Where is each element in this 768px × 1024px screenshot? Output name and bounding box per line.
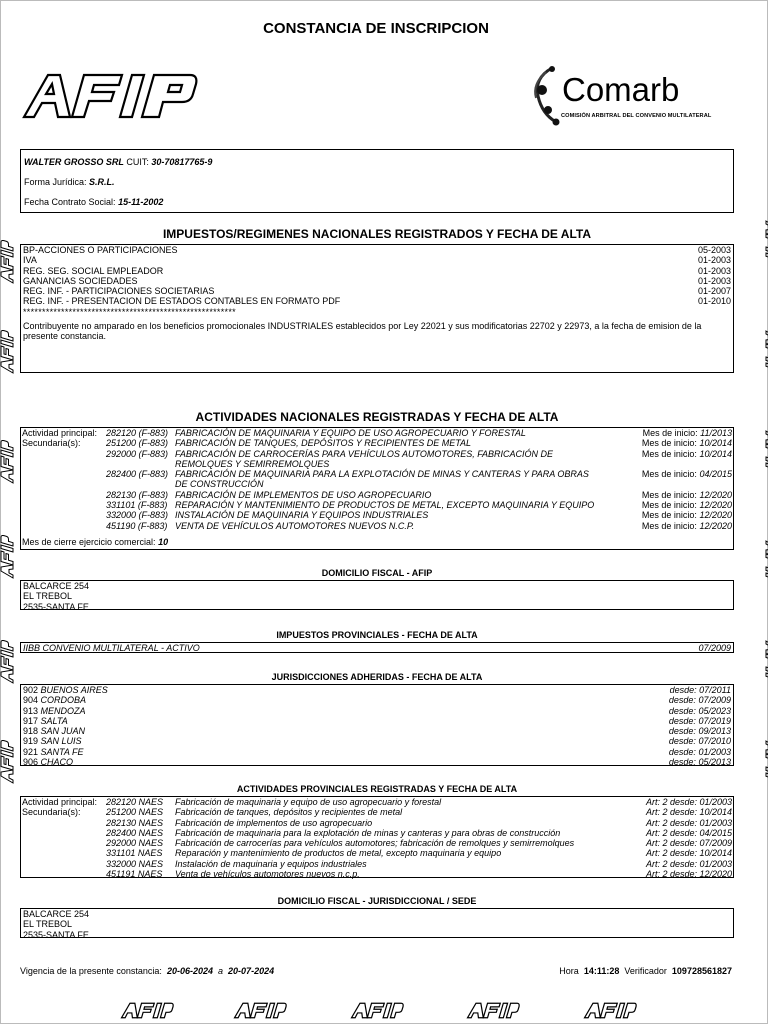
actividad-provincial-desc (106, 859, 646, 869)
jurisdiccion-date: 07/2011 (699, 685, 731, 695)
jurisdicciones-box (20, 684, 734, 766)
actividad-row (22, 490, 732, 500)
actividad-provincial-desc (106, 869, 646, 879)
vigencia-a: a (218, 966, 224, 976)
actividad-text: REPARACIÓN Y MANTENIMIENTO DE PRODUCTOS DE METAL, EXCEPTO MAQUINARIA Y EQUIPO (175, 500, 595, 511)
impuesto-name: REG. INF. - PRESENTACION DE ESTADOS CONTABLES EN FORMATO PDF (23, 296, 341, 307)
actividad-provincial-code: 251200 NAES (106, 807, 164, 818)
actividad-desc (106, 469, 642, 490)
desde-label: desde: (668, 705, 696, 716)
impuesto-name: BP-ACCIONES O PARTICIPACIONES (23, 245, 178, 255)
actividad-provincial-desc (106, 848, 646, 858)
actividad-provincial-art: Art: 2 desde: 07/2009 (645, 838, 732, 849)
forma-juridica-value: S.R.L. (89, 177, 115, 187)
mes-inicio-value: 10/2014 (699, 438, 732, 449)
impuesto-date: 01-2007 (697, 286, 731, 297)
actividad-provincial-desc (106, 807, 646, 817)
domicilio-sede-title: DOMICILIO FISCAL - JURISDICCIONAL / SEDE (277, 896, 477, 906)
comarb-subtitle: COMISIÓN ARBITRAL DEL CONVENIO MULTILATERAL (561, 113, 712, 119)
mes-inicio-label: Mes de inicio: (641, 500, 697, 511)
actividad-desc (106, 438, 642, 448)
actividad-row (22, 469, 732, 490)
forma-juridica-row (24, 177, 730, 197)
actividad-provincial-label (22, 838, 106, 848)
impuesto-row (23, 296, 731, 306)
separator-stars: ******************************************************** (23, 306, 236, 317)
afip-watermark-icon (763, 540, 768, 584)
footer (20, 966, 734, 978)
hora-value: 14:11:28 (583, 966, 620, 976)
jurisdiccion-name: SANTA FE (40, 746, 84, 757)
afip-watermark-icon (0, 240, 16, 284)
actividad-label: Secundaria(s): (22, 438, 81, 449)
impuesto-provincial-date: 07/2009 (698, 643, 731, 653)
actividad-provincial-label (22, 869, 106, 879)
mes-inicio-label: Mes de inicio: (641, 489, 697, 500)
razon-social: WALTER GROSSO SRL (24, 157, 124, 167)
actividad-provincial-art: Art: 2 desde: 01/2003 (645, 858, 732, 869)
actividad-desc (106, 449, 642, 470)
fecha-contrato-row (24, 197, 730, 217)
impuestos-nacionales-title: IMPUESTOS/REGIMENES NACIONALES REGISTRADOS Y FECHA DE ALTA (162, 227, 592, 241)
jurisdiccion-code: 904 (23, 695, 39, 706)
afip-watermark-icon (0, 535, 16, 579)
sede-line: EL TREBOL (23, 919, 73, 930)
jurisdiccion-code: 918 (23, 726, 39, 737)
actividad-provincial-art: Art: 2 desde: 10/2014 (645, 848, 732, 859)
vigencia-hasta: 20-07-2024 (228, 966, 275, 976)
actividad-provincial-text: Fabricación de maquinaria y equipo de uso agropecuario y forestal (175, 797, 442, 807)
actividad-label (22, 449, 106, 470)
afip-watermark-icon (0, 740, 16, 784)
mes-inicio-label: Mes de inicio: (641, 438, 697, 449)
actividad-provincial-code: 282120 NAES (106, 797, 164, 807)
actividad-code: 251200 (F-883) (106, 438, 169, 449)
mes-inicio-value: 04/2015 (699, 469, 732, 480)
actividad-provincial-row (22, 797, 732, 807)
actividades-provinciales-box (20, 796, 734, 878)
actividad-provincial-text: Venta de vehículos automotores nuevos n.c.p. (175, 869, 360, 880)
jurisdiccion-name: BUENOS AIRES (40, 685, 108, 695)
actividad-provincial-text: Reparación y mantenimiento de productos de metal, excepto maquinaria y equipo (175, 848, 502, 859)
actividad-date (642, 490, 732, 500)
jurisdiccion-name: SAN LUIS (40, 736, 82, 747)
hora-label: Hora (559, 966, 579, 976)
jurisdiccion-date-wrap (669, 736, 731, 746)
actividad-date (642, 521, 732, 531)
verificador-value: 109728561827 (671, 966, 732, 976)
actividad-date (642, 438, 732, 448)
impuesto-date: 01-2003 (697, 275, 731, 286)
actividad-text-cont: DE CONSTRUCCIÓN (175, 479, 264, 490)
desde-label: desde: (668, 715, 696, 726)
actividad-provincial-row (22, 838, 732, 848)
jurisdiccion-date: 07/2009 (698, 695, 731, 706)
afip-watermark-icon (763, 330, 768, 374)
actividad-code: 331101 (F-883) (106, 500, 168, 511)
actividad-provincial-row (22, 859, 732, 869)
jurisdicciones-list (23, 685, 731, 767)
actividad-desc (106, 521, 642, 531)
jurisdiccion-date: 05/2013 (698, 757, 731, 768)
afip-watermark-icon (763, 640, 768, 684)
actividad-provincial-art: Art: 2 desde: 04/2015 (645, 827, 732, 838)
actividad-desc (106, 510, 642, 520)
impuesto-date: 01-2010 (697, 296, 731, 307)
jurisdiccion (23, 736, 82, 746)
actividad-provincial-text: Fabricación de carrocerías para vehículos automotores; fabricación de remolques y semirremolques (175, 838, 575, 849)
mes-inicio-label: Mes de inicio: (641, 469, 697, 480)
jurisdiccion-row (23, 757, 731, 767)
jurisdiccion-date-wrap (669, 726, 731, 736)
comarb-logo (528, 64, 748, 124)
actividad-date (642, 469, 732, 490)
actividad-row (22, 521, 732, 531)
domicilio-fiscal-box (20, 580, 734, 610)
actividades-nacionales-list (22, 428, 732, 531)
actividad-provincial-label: Actividad principal: (22, 797, 98, 807)
desde-label: desde: (669, 685, 697, 695)
vigencia-label: Vigencia de la presente constancia: (20, 966, 162, 976)
actividad-row (22, 510, 732, 520)
actividad-provincial-code: 282130 NAES (106, 817, 164, 828)
jurisdiccion-date-wrap (669, 706, 731, 716)
actividad-code: 292000 (F-883) (106, 448, 169, 459)
promocion-note: Contribuyente no amparado en los beneficios promocionales INDUSTRIALES establecidos por Ley 22021 y sus modificatorias 22702 y 22973, a la fecha de emision de la presente constancia. (23, 320, 702, 342)
afip-watermark-icon (120, 1002, 174, 1021)
actividad-provincial-art: Art: 2 desde: 01/2003 (645, 797, 732, 807)
actividad-provincial-text: Fabricación de tanques, depósitos y recipientes de metal (175, 807, 403, 818)
afip-watermark-icon (763, 220, 768, 264)
jurisdiccion-row (23, 716, 731, 726)
cuit-label: CUIT: (126, 157, 149, 167)
jurisdiccion-date-wrap (669, 716, 731, 726)
actividad-row (22, 438, 732, 448)
impuesto-provincial-row (23, 643, 731, 653)
jurisdiccion-date: 07/2019 (698, 715, 731, 726)
actividad-provincial-label (22, 859, 106, 869)
afip-watermark-icon (233, 1002, 287, 1021)
mes-cierre-label: Mes de cierre ejercicio comercial: (22, 536, 156, 547)
impuesto-row (23, 255, 731, 265)
actividad-provincial-text: Fabricación de implementos de uso agropecuario (175, 817, 373, 828)
afip-watermark-icon (466, 1002, 520, 1021)
actividad-provincial-code: 292000 NAES (106, 838, 164, 849)
domicilio-line: 2535-SANTA FE (23, 601, 89, 612)
impuesto-date: 01-2003 (697, 265, 731, 276)
jurisdiccion-date: 09/2013 (698, 726, 731, 737)
jurisdiccion-date: 01/2003 (698, 746, 731, 757)
actividad-text: FABRICACIÓN DE CARROCERÍAS PARA VEHÍCULOS AUTOMOTORES, FABRICACIÓN DE (175, 448, 554, 459)
actividad-text-cont: REMOLQUES Y SEMIRREMOLQUES (175, 458, 330, 469)
jurisdiccion-code: 921 (23, 746, 39, 757)
jurisdiccion (23, 706, 86, 716)
actividad-provincial-art: Art: 2 desde: 10/2014 (645, 807, 732, 818)
actividad-provincial-art: Art: 2 desde: 01/2003 (645, 817, 732, 828)
fecha-contrato-label: Fecha Contrato Social: (24, 197, 116, 207)
mes-inicio-label: Mes de inicio: (641, 510, 697, 521)
actividad-provincial-label (22, 848, 106, 858)
desde-label: desde: (668, 746, 696, 757)
impuesto-name: IVA (23, 255, 37, 266)
actividad-text: FABRICACIÓN DE MAQUINARIA Y EQUIPO DE USO AGROPECUARIO Y FORESTAL (175, 428, 526, 438)
actividad-provincial-desc (106, 797, 646, 807)
afip-watermark-icon (350, 1002, 404, 1021)
desde-label: desde: (668, 726, 696, 737)
actividad-provincial-art: Art: 2 desde: 12/2020 (645, 869, 732, 880)
jurisdiccion-code: 902 (23, 685, 39, 695)
actividad-provincial-row (22, 818, 732, 828)
afip-logo (22, 72, 198, 122)
mes-inicio-label: Mes de inicio: (641, 520, 697, 531)
razon-social-row (24, 157, 730, 177)
desde-label: desde: (668, 736, 696, 747)
actividades-provinciales-title: ACTIVIDADES PROVINCIALES REGISTRADAS Y FECHA DE ALTA (236, 784, 518, 794)
mes-cierre-row (22, 537, 732, 547)
actividad-date (642, 449, 732, 470)
actividad-label (22, 510, 106, 520)
hora-verificador (559, 966, 732, 976)
actividad-label (22, 469, 106, 490)
jurisdiccion (23, 757, 73, 767)
jurisdiccion-row (23, 695, 731, 705)
actividad-text: FABRICACIÓN DE MAQUINARIA PARA LA EXPLOTACIÓN DE MINAS Y CANTERAS Y PARA OBRAS (175, 469, 589, 480)
domicilio-line: EL TREBOL (23, 591, 73, 602)
jurisdiccion-date: 07/2010 (698, 736, 731, 747)
actividad-provincial-row (22, 869, 732, 879)
impuesto-row (23, 286, 731, 296)
mes-inicio-value: 10/2014 (699, 448, 732, 459)
actividad-label (22, 500, 106, 510)
jurisdiccion-date-wrap (669, 747, 731, 757)
mes-inicio-value: 11/2013 (700, 428, 732, 438)
actividad-provincial-text: Fabricación de maquinaria para la explotación de minas y canteras y para obras de construcción (175, 827, 561, 838)
sede-line: BALCARCE 254 (23, 909, 90, 919)
mes-inicio-label: Mes de inicio: (641, 448, 697, 459)
jurisdiccion-code: 913 (23, 705, 39, 716)
actividad-row (22, 428, 732, 438)
impuesto-name: REG. SEG. SOCIAL EMPLEADOR (23, 265, 164, 276)
desde-label: desde: (668, 757, 696, 768)
mes-inicio-value: 12/2020 (699, 520, 732, 531)
jurisdiccion-name: CHACO (40, 757, 74, 768)
actividad-desc (106, 428, 643, 438)
jurisdiccion-date-wrap (670, 685, 731, 695)
actividad-desc (106, 490, 642, 500)
mes-inicio-label: Mes de inicio: (642, 428, 698, 438)
jurisdiccion-name: CORDOBA (40, 695, 87, 706)
domicilio-line: BALCARCE 254 (23, 581, 90, 591)
afip-watermark-icon (0, 440, 16, 484)
afip-watermark-icon (0, 330, 16, 374)
jurisdiccion-date-wrap (669, 757, 731, 767)
actividad-provincial-text: Instalación de maquinaria y equipos industriales (175, 858, 367, 869)
jurisdiccion-code: 919 (23, 736, 39, 747)
actividad-code: 451190 (F-883) (106, 520, 168, 531)
impuesto-name: GANANCIAS SOCIEDADES (23, 275, 138, 286)
jurisdicciones-title: JURISDICCIONES ADHERIDAS - FECHA DE ALTA (271, 672, 483, 682)
afip-watermark-icon (763, 430, 768, 474)
jurisdiccion-name: SALTA (40, 715, 68, 726)
actividad-date (642, 500, 732, 510)
actividad-label: Actividad principal: (22, 428, 98, 438)
impuestos-nacionales-list (23, 245, 731, 307)
jurisdiccion-name: MENDOZA (40, 705, 86, 716)
actividad-provincial-row (22, 848, 732, 858)
impuesto-row (23, 266, 731, 276)
actividad-row (22, 449, 732, 470)
actividad-text: FABRICACIÓN DE IMPLEMENTOS DE USO AGROPECUARIO (175, 489, 432, 500)
forma-juridica-label: Forma Jurídica: (24, 177, 87, 187)
impuesto-date: 05-2003 (697, 245, 731, 255)
impuesto-row (23, 276, 731, 286)
comarb-wordmark: Comarb (562, 71, 680, 108)
actividad-provincial-row (22, 807, 732, 817)
sede-line: 2535-SANTA FE (23, 929, 89, 940)
jurisdiccion-row (23, 736, 731, 746)
afip-watermark-icon (0, 640, 16, 684)
actividad-provincial-desc (106, 818, 646, 828)
actividad-row (22, 500, 732, 510)
mes-inicio-value: 12/2020 (699, 500, 732, 511)
contribuyente-box (20, 149, 734, 213)
actividad-label (22, 521, 106, 531)
mes-inicio-value: 12/2020 (699, 510, 732, 521)
impuesto-row (23, 245, 731, 255)
impuesto-name: REG. INF. - PARTICIPACIONES SOCIETARIAS (23, 286, 215, 297)
actividad-provincial-label (22, 828, 106, 838)
actividad-provincial-code: 331101 NAES (106, 848, 163, 859)
jurisdiccion (23, 726, 85, 736)
jurisdiccion-row (23, 706, 731, 716)
jurisdiccion (23, 695, 86, 705)
jurisdiccion (23, 747, 84, 757)
actividad-code: 332000 (F-883) (106, 510, 169, 521)
actividades-provinciales-list (22, 797, 732, 879)
impuestos-nacionales-box (20, 244, 734, 373)
actividad-date (643, 428, 732, 438)
jurisdiccion-code: 906 (23, 757, 39, 768)
actividad-provincial-code: 332000 NAES (106, 858, 164, 869)
domicilio-fiscal-title: DOMICILIO FISCAL - AFIP (321, 568, 433, 578)
afip-watermark-icon (583, 1002, 637, 1021)
actividad-code: 282400 (F-883) (106, 469, 169, 480)
jurisdiccion (23, 685, 108, 695)
actividad-text: INSTALACIÓN DE MAQUINARIA Y EQUIPOS INDUSTRIALES (175, 510, 429, 521)
jurisdiccion-row (23, 685, 731, 695)
actividad-date (642, 510, 732, 520)
impuesto-date: 01-2003 (697, 255, 731, 266)
jurisdiccion-row (23, 747, 731, 757)
domicilio-sede-box (20, 908, 734, 938)
verificador-label: Verificador (624, 966, 667, 976)
actividad-desc (106, 500, 642, 510)
desde-label: desde: (668, 695, 696, 706)
actividad-provincial-row (22, 828, 732, 838)
actividad-provincial-label: Secundaria(s): (22, 807, 81, 818)
actividad-code: 282120 (F-883) (106, 428, 169, 438)
jurisdiccion (23, 716, 68, 726)
impuestos-provinciales-box (20, 642, 734, 653)
vigencia-desde: 20-06-2024 (166, 966, 213, 976)
afip-watermark-icon (763, 740, 768, 784)
jurisdiccion-date: 05/2023 (698, 705, 731, 716)
actividad-provincial-desc (106, 838, 646, 848)
mes-cierre-value: 10 (158, 536, 169, 547)
actividad-code: 282130 (F-883) (106, 489, 169, 500)
mes-inicio-value: 12/2020 (699, 489, 732, 500)
actividad-provincial-code: 282400 NAES (106, 827, 164, 838)
actividad-text: VENTA DE VEHÍCULOS AUTOMOTORES NUEVOS N.C.P. (175, 520, 415, 531)
jurisdiccion-name: SAN JUAN (40, 726, 86, 737)
actividades-nacionales-title: ACTIVIDADES NACIONALES REGISTRADAS Y FECHA DE ALTA (195, 410, 559, 424)
vigencia (20, 966, 274, 976)
impuesto-provincial-name: IIBB CONVENIO MULTILATERAL - ACTIVO (23, 643, 200, 653)
fecha-contrato-value: 15-11-2002 (118, 197, 164, 207)
actividades-nacionales-box (20, 427, 734, 550)
actividad-text: FABRICACIÓN DE TANQUES, DEPÓSITOS Y RECIPIENTES DE METAL (175, 438, 472, 449)
impuestos-provinciales-title: IMPUESTOS PROVINCIALES - FECHA DE ALTA (276, 630, 478, 640)
document-title: CONSTANCIA DE INSCRIPCION (263, 20, 489, 37)
jurisdiccion-date-wrap (669, 695, 731, 705)
actividad-provincial-desc (106, 828, 646, 838)
actividad-provincial-label (22, 818, 106, 828)
jurisdiccion-row (23, 726, 731, 736)
actividad-label (22, 490, 106, 500)
cuit-value: 30-70817765-9 (151, 157, 213, 167)
actividad-provincial-code: 451191 NAES (106, 869, 163, 880)
jurisdiccion-code: 917 (23, 715, 39, 726)
